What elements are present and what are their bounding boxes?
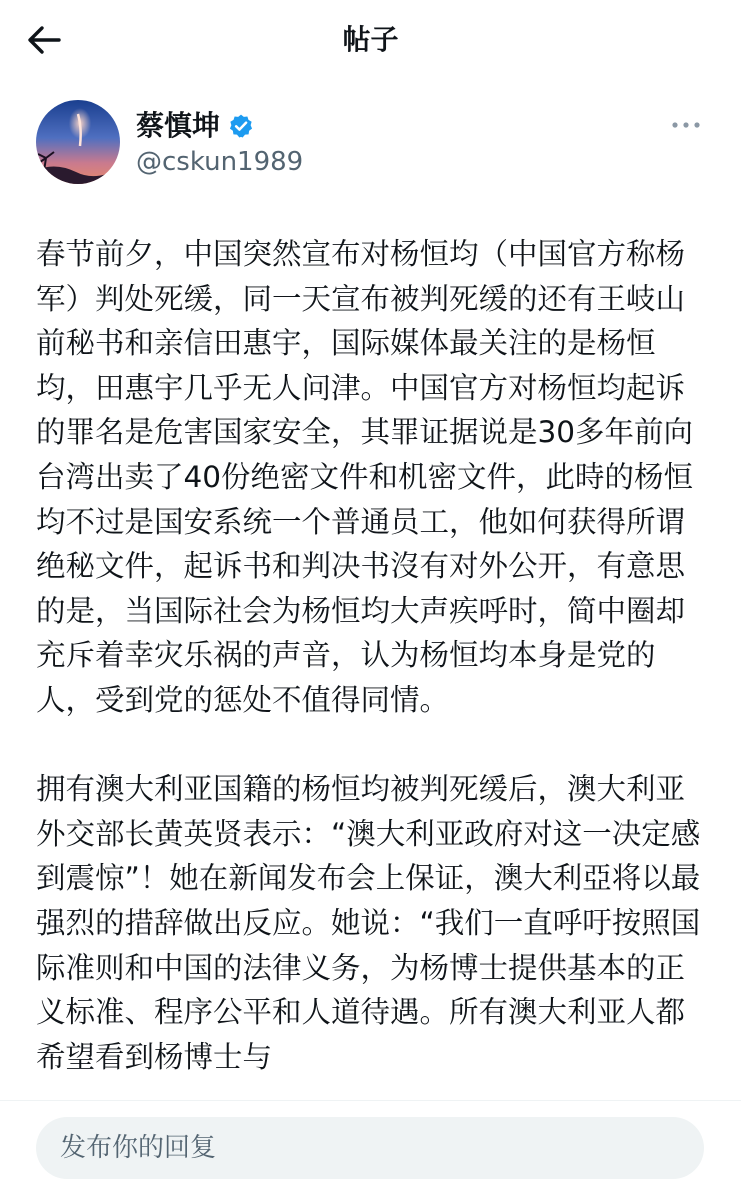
author-header xyxy=(36,100,716,190)
page-title: 帖子 xyxy=(342,23,399,56)
more-horizontal-icon xyxy=(671,121,701,129)
display-name[interactable]: 蔡慎坤 xyxy=(136,109,221,142)
reply-bar xyxy=(0,1100,741,1201)
more-options-button[interactable] xyxy=(664,110,708,140)
display-name-row xyxy=(136,106,254,146)
post-text xyxy=(36,232,710,1074)
avatar[interactable] xyxy=(36,100,120,184)
user-handle[interactable]: @cskun1989 xyxy=(136,147,304,177)
top-bar xyxy=(0,0,741,80)
avatar-image xyxy=(36,100,120,184)
post-paragraph: 春节前夕，中国突然宣布对杨恒均（中国官方称杨军）判处死缓，同一天宣布被判死缓的还有王岐山前秘书和亲信田惠宇，国际媒体最关注的是杨恒均，田惠宇几乎无人问津。中国官方对杨恒均起诉的罪名是危害国家安全，其罪证据说是30多年前向台湾出卖了40份绝密文件和机密文件，此時的杨恒均不过是国安系统一个普通员工，他如何获得所谓绝秘文件，起诉书和判决书沒有对外公开，有意思的是，当国际社会为杨恒均大声疾呼时，简中圈却充斥着幸灾乐祸的声音，认为杨恒均本身是党的人，受到党的惩处不值得同情。 xyxy=(36,237,694,717)
reply-input[interactable] xyxy=(36,1117,704,1179)
post-paragraph: 拥有澳大利亚国籍的杨恒均被判死缓后，澳大利亚外交部长黄英贤表示：“澳大利亚政府对这一决定感到震惊”！她在新闻发布会上保证，澳大利亞将以最强烈的措辞做出反应。她说：“我们一直呼吁按照国际准则和中国的法律义务，为杨博士提供基本的正义标准、程序公平和人道待遇。所有澳大利亚人都希望看到杨博士与 xyxy=(36,772,701,1074)
verified-badge-icon xyxy=(228,113,254,139)
